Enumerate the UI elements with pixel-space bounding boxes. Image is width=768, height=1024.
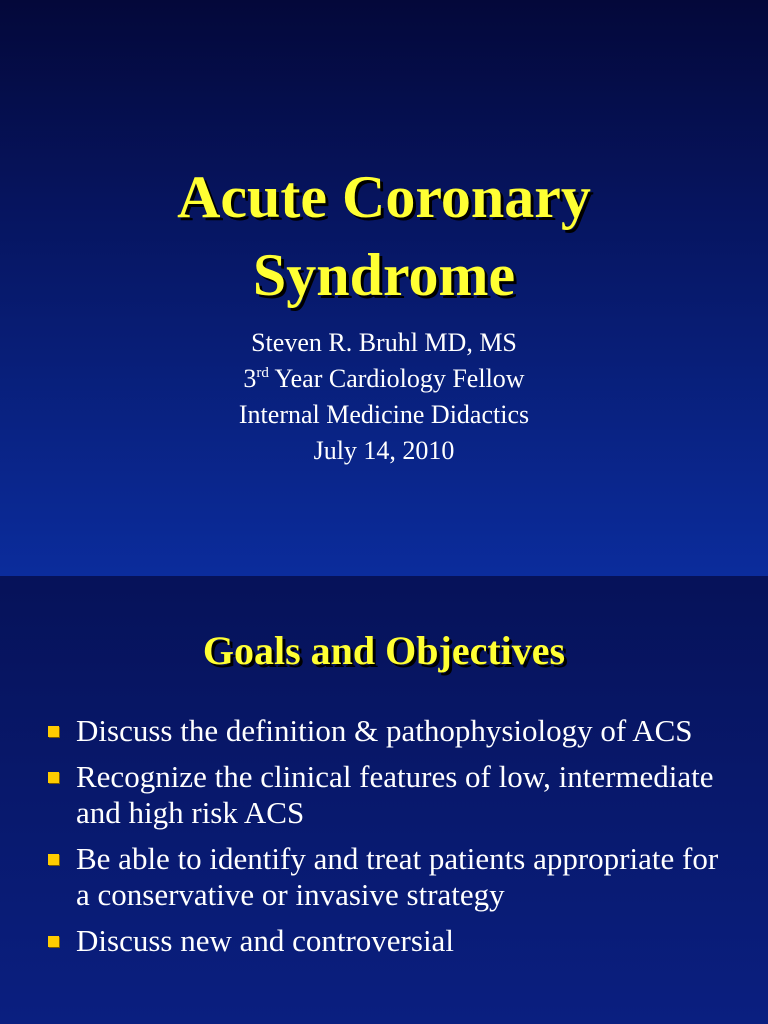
square-bullet-icon	[48, 936, 59, 947]
position-ordinal-suffix: rd	[256, 365, 269, 381]
presentation-date: July 14, 2010	[313, 436, 455, 465]
square-bullet-icon	[48, 726, 59, 737]
slide-title: Goals and Objectives	[202, 628, 566, 673]
objectives-slide	[0, 576, 768, 1024]
department: Internal Medicine Didactics	[238, 400, 530, 429]
title-line: Acute Coronary	[177, 164, 591, 230]
slide-title	[0, 158, 768, 314]
bullet-item	[48, 923, 728, 959]
square-bullet-icon	[48, 854, 59, 865]
bullet-item	[48, 713, 728, 749]
bullet-text: Be able to identify and treat patients appropriate for a conservative or invasive strategy	[76, 841, 719, 912]
presenter-name: Steven R. Bruhl MD, MS	[251, 328, 517, 357]
presenter-position	[0, 361, 768, 397]
square-bullet-icon	[48, 772, 59, 783]
bullet-item	[48, 759, 728, 831]
title-line: Syndrome	[252, 242, 516, 308]
bullet-list	[48, 713, 728, 969]
position-title: Year Cardiology Fellow	[268, 364, 525, 393]
bullet-item	[48, 841, 728, 913]
position-ordinal: 3	[243, 364, 257, 393]
bullet-text: Discuss new and controversial	[76, 923, 454, 958]
presenter-info	[0, 325, 768, 469]
bullet-text: Discuss the definition & pathophysiology of ACS	[76, 713, 693, 748]
bullet-text: Recognize the clinical features of low, intermediate and high risk ACS	[76, 759, 714, 830]
